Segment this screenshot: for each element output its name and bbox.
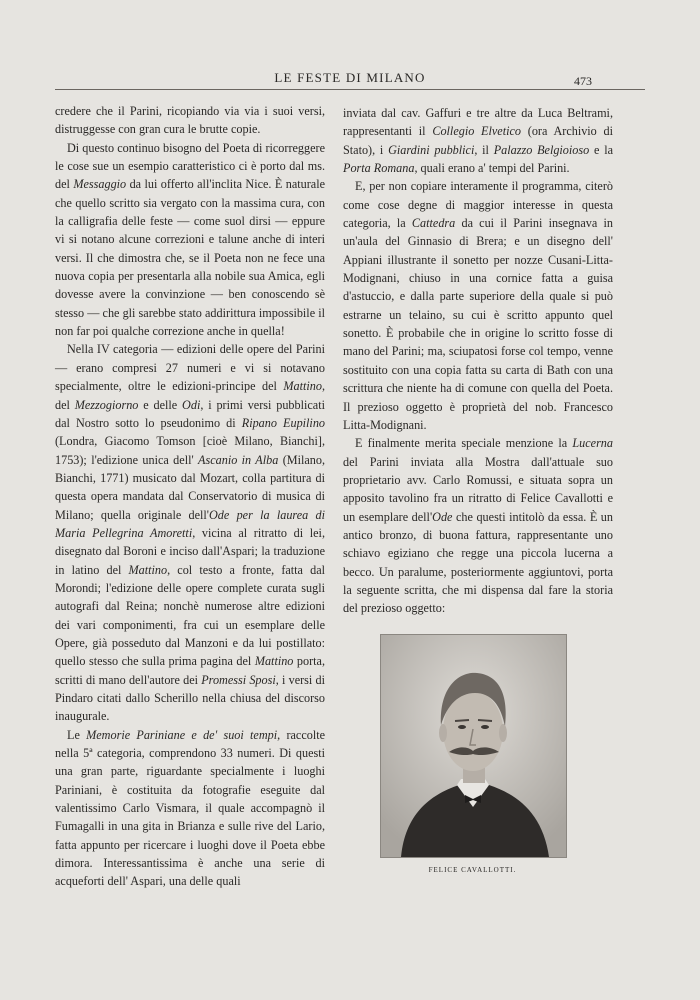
paragraph: E finalmente merita speciale menzione la Lucerna del Parini inviata alla Mostra dall'attuale suo proprietario avv. Carlo Romussi, e situata sopra un apposito tavolino fra un ritratto di Felice Cavallotti e un esemplare dell'Ode che questi intitolò da essa. È un antico bronzo, di buona fattura, rappresentante uno schiavo egiziano che regge una piccola lucerna a becco. Un paralume, posteriormente aggiuntovi, porta la seguente scritta, che mi dispensa dal fare la storia del prezioso oggetto: [343, 436, 613, 616]
portrait-photo [380, 634, 567, 858]
photo-caption: FELICE CAVALLOTTI. [428, 866, 517, 874]
left-column [55, 102, 325, 891]
portrait-image [381, 635, 566, 857]
paragraph: inviata dal cav. Gaffuri e tre altre da Luca Beltrami, rappresentanti il Collegio Elvetico (ora Archivio di Stato), i Giardini pubblici, il Palazzo Belgioioso e la Porta Romana, quali erano a' tempi del Parini. [343, 106, 614, 176]
running-title: LE FESTE DI MILANO [274, 70, 426, 85]
page-number: 473 [574, 74, 592, 88]
paragraph: Nella IV categoria — edizioni delle opere del Parini — erano compresi 27 numeri e vi si notavano specialmente, oltre le edizioni-principe del Mattino, del Mezzogiorno e delle Odi, i primi versi pubblicati dal Nostro sotto lo pseudonimo di Ripano Eupilino (Londra, Giacomo Tomson [cioè Milano, Bianchi], 1753); l'edizione unica dell' Ascanio in Alba (Milano, Bianchi, 1771) musicato dal Mozart, colla partitura di questa opera mandata dal Conservatorio di musica di Milano; quella originale dell'Ode per la laurea di Maria Pellegrina Amoretti, vicina al ritratto di lei, disegnato dal Boroni e inciso dall'Aspari; la traduzione in latino del Mattino, col testo a fronte, fatta dal Morondi; l'edizione delle opere complete curata sugli autografi dal Reina; nonchè numerose altre edizioni dei vari componimenti, fra cui un esemplare delle Opere, già posseduto dal Manzoni e da lui postillato: quello stesso che sulla prima pagina del Mattino porta, scritti di mano dell'autore dei Promessi Sposi, i versi di Pindaro citati dallo Scherillo nella chiusa del discorso inaugurale. [55, 342, 326, 724]
right-column [343, 104, 613, 618]
header-rule [55, 89, 645, 90]
paragraph: Di questo continuo bisogno del Poeta di ricorreggere le cose sue un esempio caratteristico ci è porto dal ms. del Messaggio da lui offerto all'inclita Nice. È naturale che quello scritto sia vergato con la massima cura, con la calligrafia delle feste — come suol dirsi — eppure vi si notano alcune correzioni e talune anche di interi versi. Il che dimostra che, se il Poeta non ne fece una nuova copia per presentarla alla nobile sua Amica, egli dovesse avere la convinzione — ben conoscendo sè stesso — che gli sarebbe stato addirittura impossibile il non far poi qualche correzione anche in quella! [55, 140, 326, 339]
paragraph: credere che il Parini, ricopiando via via i suoi versi, distruggesse con gran cura le brutte copie. [55, 104, 325, 137]
paragraph: E, per non copiare interamente il programma, citerò come cose degne di maggior interesse in questa categoria, la Cattedra da cui il Parini insegnava in un'aula del Ginnasio di Brera; e un disegno dell' Appiani illustrante il sonetto per nozze Cusani-Litta-Modignani, chiuso in una cornice fatta a guisa d'astuccio, e dalla parte superiore della quale si può estrarne un telaino, su cui è scritto appunto quel sonetto. È probabile che in origine lo scritto fosse di mano del Parini; ma, sciupatosi forse col tempo, venne sostituito con una copia fatta su carta di Bath con una scrittura che niente ha di comune con quella del Poeta. Il prezioso oggetto è proprietà del nob. Francesco Litta-Modignani. [343, 179, 613, 432]
paragraph: Le Memorie Pariniane e de' suoi tempi, raccolte nella 5ª categoria, comprendono 33 numeri. Di questi una gran parte, riguardante specialmente i luoghi Pariniani, è costituita da fotografie eseguite dal valentissimo Carlo Vismara, il quale accompagnò il Fumagalli in una gita in Brianza e sulle rive del Lario, fatta appunto per ricercare i luoghi dove il Poeta ebbe dimora. Interessantissima è anche una serie di acqueforti dell' Aspari, una delle quali [55, 727, 326, 889]
